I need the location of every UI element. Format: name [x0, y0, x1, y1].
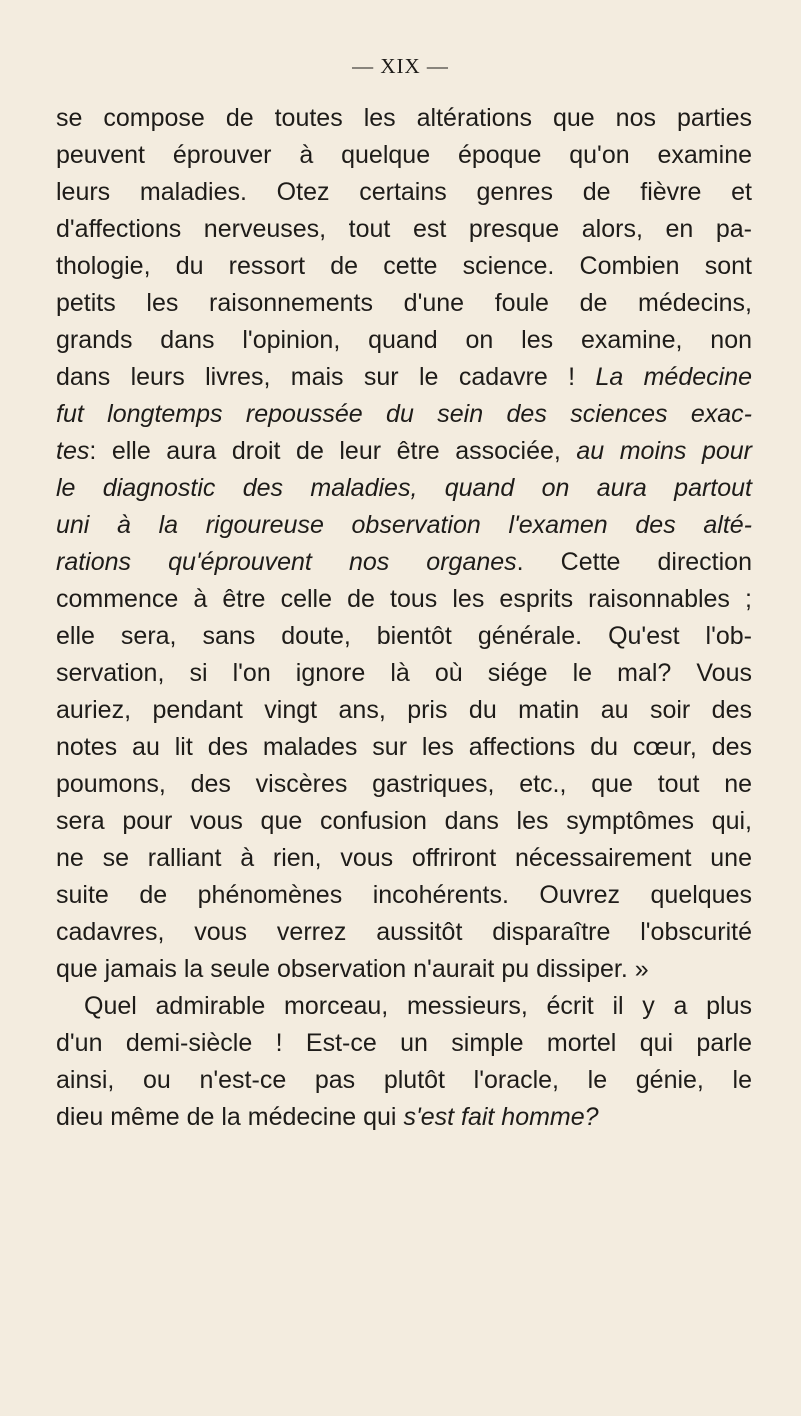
text-segment: notes au lit des malades sur les affections du cœur, des	[56, 733, 752, 761]
text-line	[56, 211, 752, 248]
text-line	[56, 1025, 752, 1062]
text-line	[56, 914, 752, 951]
text-line	[56, 1062, 752, 1099]
text-line	[56, 433, 752, 470]
italic-text: La médecine	[595, 363, 753, 391]
text-segment: suite de phénomènes incohérents. Ouvrez quelques	[56, 881, 752, 909]
italic-text: tes	[56, 437, 90, 465]
text-segment: cadavres, vous verrez aussitôt disparaître l'obscurité	[56, 918, 752, 946]
text-segment: : elle aura droit de leur être associée,	[89, 437, 577, 465]
text-segment: d'un demi-siècle ! Est-ce un simple mortel qui parle	[56, 1029, 752, 1057]
text-line	[56, 692, 752, 729]
text-segment: se compose de toutes les altérations que nos parties	[56, 104, 752, 132]
text-line	[56, 507, 752, 544]
italic-text: le diagnostic des maladies, quand on aura partout	[56, 474, 752, 502]
text-line	[56, 581, 752, 618]
text-line	[56, 951, 752, 988]
text-segment: . Cette direction	[516, 548, 752, 576]
text-line	[56, 766, 752, 803]
italic-text: uni à la rigoureuse observation l'examen des alté-	[56, 511, 752, 539]
text-line	[56, 396, 752, 433]
text-segment: auriez, pendant vingt ans, pris du matin au soir des	[56, 696, 752, 724]
body-text	[56, 100, 752, 1136]
text-segment: Quel admirable morceau, messieurs, écrit il y a plus	[84, 992, 752, 1020]
text-line	[56, 618, 752, 655]
text-line	[56, 285, 752, 322]
italic-text: s'est fait homme?	[403, 1103, 599, 1131]
text-segment: leurs maladies. Otez certains genres de fièvre et	[56, 178, 752, 206]
italic-text: au moins pour	[576, 437, 752, 465]
text-segment: ainsi, ou n'est-ce pas plutôt l'oracle, le génie, le	[56, 1066, 752, 1094]
text-line	[56, 100, 752, 137]
text-segment: sera pour vous que confusion dans les symptômes qui,	[56, 807, 752, 835]
text-line	[56, 174, 752, 211]
text-segment: peuvent éprouver à quelque époque qu'on examine	[56, 141, 752, 169]
text-segment: que jamais la seule observation n'aurait pu dissiper. »	[56, 955, 649, 983]
text-segment: thologie, du ressort de cette science. Combien sont	[56, 252, 752, 280]
text-line	[56, 137, 752, 174]
text-segment: dans leurs livres, mais sur le cadavre !	[56, 363, 596, 391]
text-line	[56, 803, 752, 840]
text-segment: servation, si l'on ignore là où siége le mal? Vous	[56, 659, 752, 687]
text-segment: grands dans l'opinion, quand on les examine, non	[56, 326, 752, 354]
text-segment: petits les raisonnements d'une foule de médecins,	[56, 289, 752, 317]
text-segment: commence à être celle de tous les esprits raisonnables ;	[56, 585, 752, 613]
text-line	[56, 655, 752, 692]
text-line	[56, 470, 752, 507]
italic-text: fut longtemps repoussée du sein des sciences exac-	[56, 400, 752, 428]
text-segment: ne se ralliant à rien, vous offriront nécessairement une	[56, 844, 752, 872]
text-segment: d'affections nerveuses, tout est presque alors, en pa-	[56, 215, 752, 243]
text-line	[56, 1099, 752, 1136]
text-line	[56, 544, 752, 581]
text-line	[56, 248, 752, 285]
text-line	[56, 322, 752, 359]
text-line	[56, 840, 752, 877]
text-line	[56, 729, 752, 766]
text-segment: elle sera, sans doute, bientôt générale. Qu'est l'ob-	[56, 622, 752, 650]
text-segment: dieu même de la médecine qui	[56, 1103, 404, 1131]
text-segment: poumons, des viscères gastriques, etc., que tout ne	[56, 770, 752, 798]
text-line	[56, 359, 752, 396]
text-line	[56, 877, 752, 914]
page-number: — XIX —	[352, 54, 449, 78]
text-line	[56, 988, 752, 1025]
italic-text: rations qu'éprouvent nos organes	[56, 548, 517, 576]
